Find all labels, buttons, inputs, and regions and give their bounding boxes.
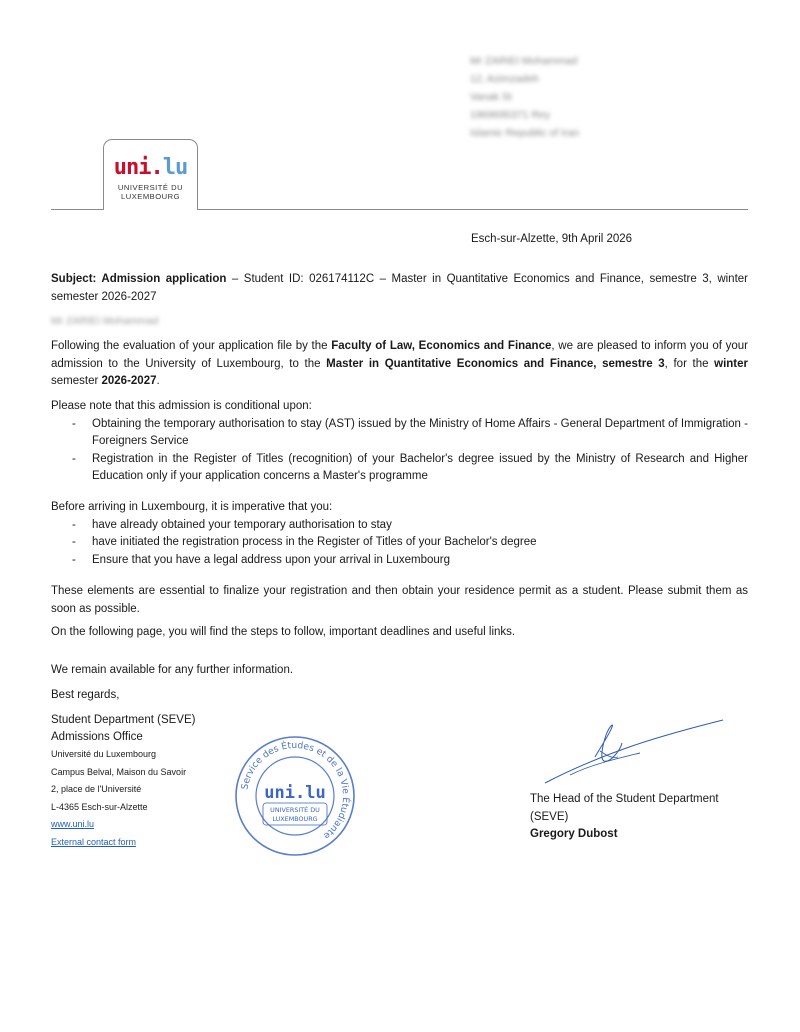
recipient-line: Islamic Republic of Iran [470, 127, 580, 139]
list-item: - Ensure that you have a legal address upon your arrival in Luxembourg [51, 552, 748, 570]
signatory-name: Gregory Dubost [530, 828, 618, 840]
contact-form-link[interactable]: External contact form [51, 836, 137, 847]
sender-office: Admissions Office [51, 731, 143, 743]
recipient-address [470, 52, 579, 142]
admission-paragraph: Following the evaluation of your application file by the Faculty of Law, Economics and Finance, we are pleased to inform you of your admission to the University of Luxembourg, to the Master in Quantitative Economics and Finance, semestre 3, for the winter semester 2026-2027. [51, 340, 749, 387]
before-intro: Before arriving in Luxembourg, it is imperative that you: [51, 501, 333, 513]
sender-address-line: Université du Luxembourg [51, 749, 157, 759]
official-stamp [234, 735, 356, 857]
stamp-ring-text: Service des Études et de la Vie Étudiante [239, 739, 352, 842]
logo-mark: uni.lu [113, 155, 188, 180]
header-rule-left [51, 209, 104, 210]
stamp-line-1: UNIVERSITÉ DU [270, 806, 320, 814]
website-link[interactable]: www.uni.lu [51, 819, 95, 829]
subject-line [51, 271, 748, 306]
programme-name: Master in Quantitative Economics and Finance, semestre 3 [326, 357, 665, 370]
letter-date: Esch-sur-Alzette, 9th April 2026 [471, 233, 633, 245]
before-arriving-section [51, 499, 748, 569]
essential-paragraph: These elements are essential to finalize your registration and then obtain your residence permit as a student. Please submit them as soon as possible. [51, 585, 748, 615]
logo-line-1: UNIVERSITÉ DU [117, 183, 184, 192]
recipient-line: 1969695371 Rey [470, 109, 550, 121]
stamp-logo-mark: uni.lu [264, 783, 326, 803]
stamp-line-2: LUXEMBOURG [272, 815, 318, 823]
sender-address-line: 2, place de l'Université [51, 784, 142, 794]
recipient-line: Vanak St [470, 91, 512, 103]
header-rule-right [196, 209, 748, 210]
list-item: - Obtaining the temporary authorisation to stay (AST) issued by the Ministry of Home Affairs - General Department of Immigration - Foreigners Service [51, 416, 748, 451]
university-logo [103, 139, 198, 210]
recipient-line: Mr ZARIEI Mohammad [470, 55, 578, 67]
recipient-line: 12, Azimzadeh [470, 73, 539, 85]
handwritten-signature [540, 715, 730, 790]
signatory-title: (SEVE) [530, 810, 569, 823]
list-item: - have already obtained your temporary authorisation to stay [51, 517, 748, 535]
faculty-name: Faculty of Law, Economics and Finance [331, 340, 552, 352]
list-item: - Registration in the Register of Titles (recognition) of your Bachelor's degree issued by the Ministry of Research and Higher Education only if your application concerns a Master's programme [51, 451, 748, 486]
conditions-intro: Please note that this admission is conditional upon: [51, 400, 312, 412]
conditions-list [51, 416, 748, 486]
signatory-block [530, 791, 719, 844]
salutation-name: Mr ZARIEI Mohammad [51, 315, 159, 327]
list-item: - have initiated the registration process in the Register of Titles of your Bachelor's degree [51, 534, 748, 552]
sender-block [51, 712, 195, 851]
sender-department: Student Department (SEVE) [51, 714, 196, 726]
following-page-paragraph: On the following page, you will find the steps to follow, important deadlines and useful links. [51, 626, 516, 638]
conditions-section [51, 398, 748, 486]
subject-label: Subject: Admission application [51, 273, 227, 285]
signatory-title: The Head of the Student Department [530, 793, 719, 805]
sender-address-line: Campus Belval, Maison du Savoir [51, 766, 187, 777]
logo-line-2: LUXEMBOURG [120, 192, 180, 201]
closing-regards: Best regards, [51, 689, 120, 701]
available-paragraph: We remain available for any further information. [51, 664, 294, 676]
sender-address-line: L-4365 Esch-sur-Alzette [51, 801, 148, 812]
subject-details: – Student ID: 026174112C – Master in Quantitative Economics and Finance, semestre 3, winter semester 2026-2027 [51, 273, 748, 303]
academic-year: 2026-2027 [101, 375, 157, 387]
before-list [51, 517, 748, 570]
